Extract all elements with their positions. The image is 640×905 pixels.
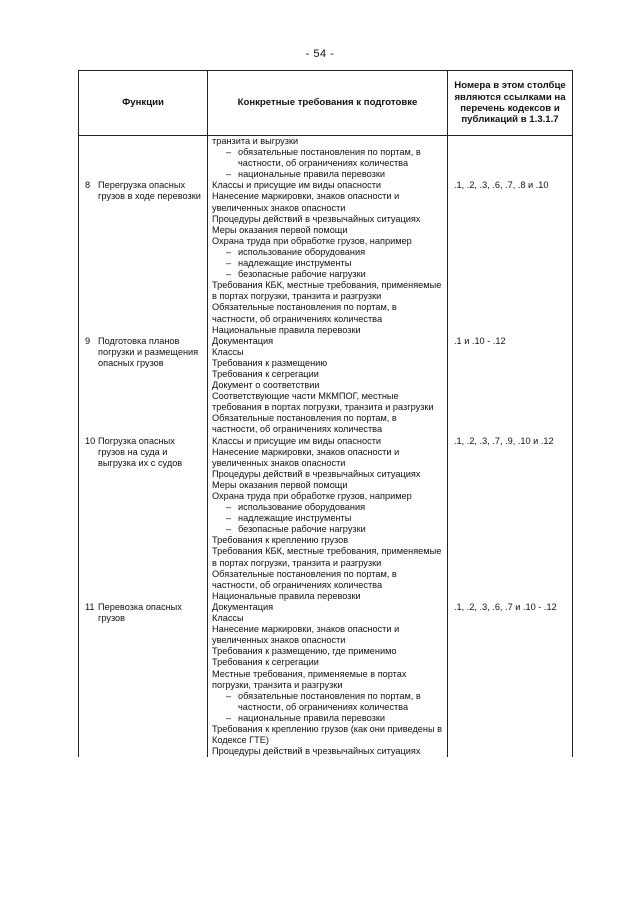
codes-cell xyxy=(448,436,573,602)
table-row xyxy=(79,436,573,602)
requirement-line: Нанесение маркировки, знаков опасности и увеличенных знаков опасности xyxy=(212,191,400,213)
code-references: .1 и .10 - .12 xyxy=(454,335,506,346)
requirement-line: Обязательные постановления по портам, в частности, об ограничениях количества xyxy=(212,302,397,324)
requirement-bullet xyxy=(212,147,443,169)
requirement-line: Требования к сегрегации xyxy=(212,368,319,379)
function-number: 10 xyxy=(85,435,96,446)
requirement-bullet xyxy=(212,269,443,280)
codes-cell xyxy=(448,180,573,335)
function-entry xyxy=(83,602,203,624)
requirement-line: Классы xyxy=(212,613,244,624)
function-entry xyxy=(83,336,203,369)
function-number: 8 xyxy=(85,180,91,191)
requirements-cell xyxy=(208,436,448,602)
requirement-text: национальные правила перевозки xyxy=(238,712,386,723)
requirement-text: обязательные постановления по портам, в частности, об ограничениях количества xyxy=(238,690,421,712)
table-row xyxy=(79,602,573,757)
function-number: 9 xyxy=(85,335,91,346)
function-name: Подготовка планов погрузки и размещения опасных грузов xyxy=(98,335,199,368)
requirement-line: Классы и присущие им виды опасности xyxy=(212,435,382,446)
function-number: 11 xyxy=(85,601,95,612)
function-name: Перегрузка опасных грузов в ходе перевозки xyxy=(98,180,201,202)
table-header-row xyxy=(79,71,573,136)
requirement-line: Меры оказания первой помощи xyxy=(212,224,348,235)
requirements-table xyxy=(78,70,573,757)
requirement-line: Меры оказания первой помощи xyxy=(212,479,348,490)
requirement-line: Требования КБК, местные требования, применяемые в портах погрузки, транзита и разгрузки xyxy=(212,546,442,568)
requirement-line: Нанесение маркировки, знаков опасности и увеличенных знаков опасности xyxy=(212,624,400,646)
requirement-line: Процедуры действий в чрезвычайных ситуациях xyxy=(212,468,421,479)
requirement-text: обязательные постановления по портам, в частности, об ограничениях количества xyxy=(238,147,421,169)
requirement-bullet xyxy=(212,169,443,180)
requirements-cell xyxy=(208,602,448,757)
requirement-line: Требования к сегрегации xyxy=(212,657,319,668)
requirement-line: Национальные правила перевозки xyxy=(212,324,361,335)
requirement-bullet xyxy=(212,713,443,724)
requirement-line: Национальные правила перевозки xyxy=(212,590,361,601)
table-row xyxy=(79,136,573,181)
dash-bullet-icon: – xyxy=(226,258,232,269)
dash-bullet-icon: – xyxy=(226,712,232,723)
codes-cell xyxy=(448,336,573,436)
requirement-text: безопасные рабочие нагрузки xyxy=(238,524,366,535)
table-body xyxy=(79,136,573,758)
codes-cell xyxy=(448,136,573,181)
dash-bullet-icon: – xyxy=(226,246,232,257)
page-number: - 54 - xyxy=(305,48,335,60)
function-name: Погрузка опасных грузов на суда и выгрузка их с судов xyxy=(98,435,183,468)
requirement-text: использование оборудования xyxy=(238,502,366,513)
requirement-text: надлежащие инструменты xyxy=(238,258,352,269)
requirements-cell xyxy=(208,336,448,436)
requirement-line: Требования к креплению грузов (как они приведены в Кодексе ГТЕ) xyxy=(212,723,443,746)
requirement-line: Документация xyxy=(212,601,274,612)
requirement-line: Охрана труда при обработке грузов, например xyxy=(212,491,412,501)
dash-bullet-icon: – xyxy=(226,513,232,524)
dash-bullet-icon: – xyxy=(226,502,232,513)
requirement-bullet xyxy=(212,691,443,713)
requirement-text: использование оборудования xyxy=(238,246,366,257)
function-entry xyxy=(83,180,203,202)
requirement-bullet xyxy=(212,502,443,513)
requirements-cell xyxy=(208,180,448,335)
requirement-bullet xyxy=(212,513,443,524)
requirement-line: Документ о соответствии xyxy=(212,380,320,391)
requirement-line: Документация xyxy=(212,335,274,346)
requirement-line: Обязательные постановления по портам, в частности, об ограничениях количества xyxy=(212,568,397,590)
header-functions: Функции xyxy=(79,71,208,136)
requirement-line: Обязательные постановления по портам, в частности, об ограничениях количества xyxy=(212,413,397,435)
requirements-cell xyxy=(208,136,448,181)
requirement-line: Требования к креплению грузов xyxy=(212,535,349,546)
table-row xyxy=(79,336,573,436)
requirement-line: Процедуры действий в чрезвычайных ситуациях xyxy=(212,746,421,757)
requirement-line: Требования КБК, местные требования, применяемые в портах погрузки, транзита и разгрузки xyxy=(212,280,442,302)
dash-bullet-icon: – xyxy=(226,524,232,535)
requirement-text: национальные правила перевозки xyxy=(238,169,386,180)
function-cell xyxy=(79,336,208,436)
code-references: .1, .2, .3, .6, .7, .8 и .10 xyxy=(454,180,549,191)
requirement-line: Нанесение маркировки, знаков опасности и увеличенных знаков опасности xyxy=(212,446,400,468)
function-cell xyxy=(79,602,208,757)
requirement-line: Процедуры действий в чрезвычайных ситуациях xyxy=(212,213,421,224)
dash-bullet-icon: – xyxy=(226,690,232,701)
requirement-bullet xyxy=(212,524,443,535)
dash-bullet-icon: – xyxy=(226,147,232,158)
table-row xyxy=(79,180,573,335)
code-references: .1, .2, .3, .6, .7 и .10 - .12 xyxy=(454,601,557,612)
dash-bullet-icon: – xyxy=(226,269,232,280)
requirement-bullet xyxy=(212,258,443,269)
requirement-line: Соответствующие части МКМПОГ, местные требования в портах погрузки, транзита и разгрузки xyxy=(212,391,434,413)
requirement-line: Требования к размещению xyxy=(212,357,328,368)
dash-bullet-icon: – xyxy=(226,169,232,180)
requirement-text: безопасные рабочие нагрузки xyxy=(238,269,366,280)
requirement-line: Требования к размещению, где применимо xyxy=(212,646,397,657)
function-entry xyxy=(83,436,203,469)
code-references: .1, .2, .3, .7, .9, .10 и .12 xyxy=(454,435,554,446)
requirement-line: Местные требования, применяемые в портах погрузки, транзита и разгрузки xyxy=(212,668,407,690)
requirement-bullet xyxy=(212,247,443,258)
requirement-line: транзита и выгрузки xyxy=(212,136,299,146)
codes-cell xyxy=(448,602,573,757)
function-cell xyxy=(79,180,208,335)
requirement-line: Классы и присущие им виды опасности xyxy=(212,180,382,191)
requirement-line: Классы xyxy=(212,346,244,357)
function-cell xyxy=(79,136,208,181)
function-cell xyxy=(79,436,208,602)
function-name: Перевозка опасных грузов xyxy=(98,601,182,624)
header-requirements: Конкретные требования к подготовке xyxy=(208,71,448,136)
requirement-line: Охрана труда при обработке грузов, например xyxy=(212,235,412,246)
requirement-text: надлежащие инструменты xyxy=(238,513,352,524)
header-codes: Номера в этом столбце являются ссылками на перечень кодексов и публикаций в 1.3.1.7 xyxy=(448,71,573,136)
